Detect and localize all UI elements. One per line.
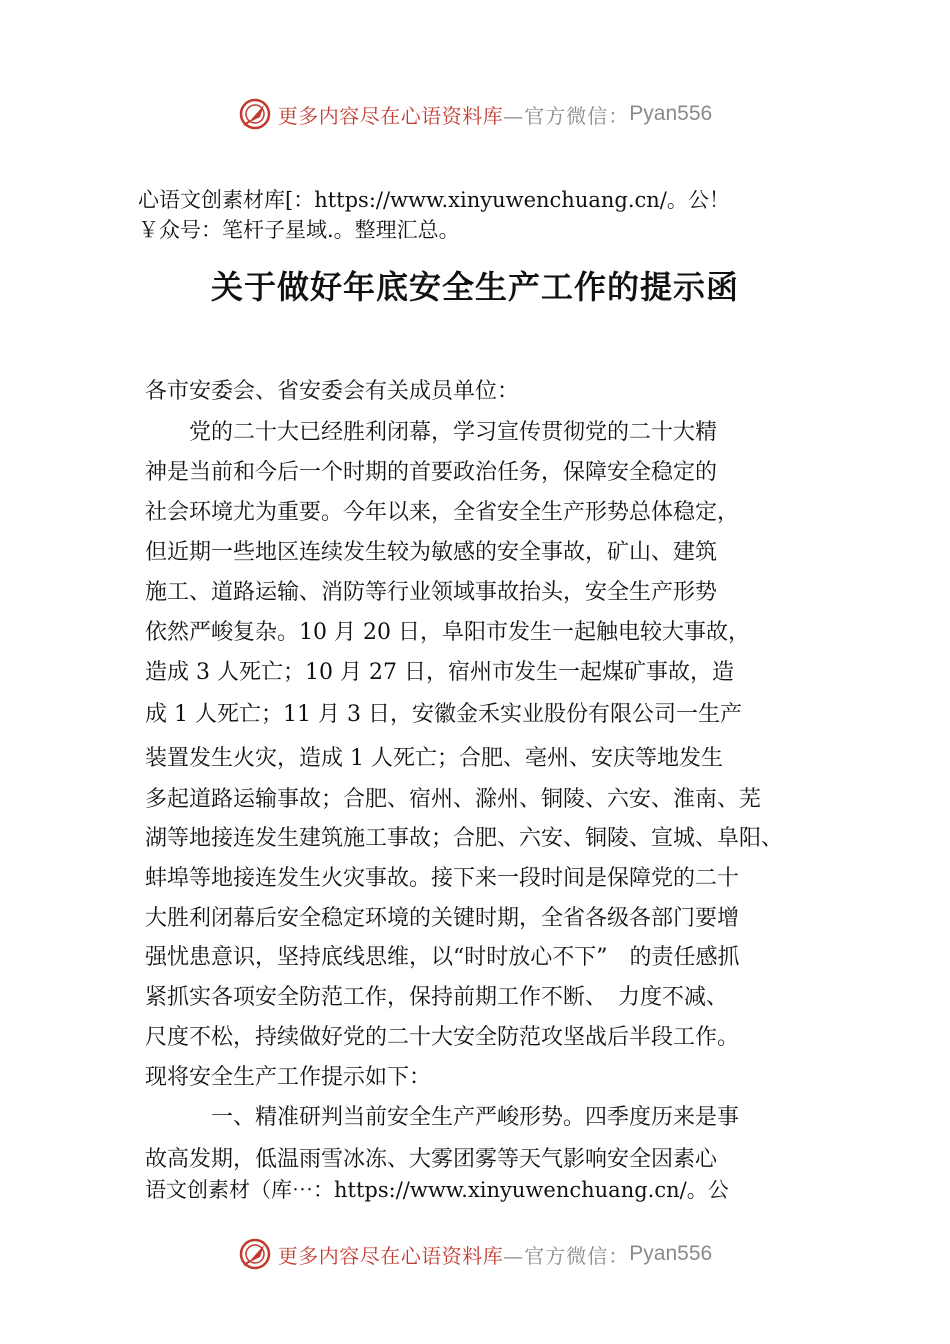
body-line: 装置发生火灾，造成 1 人死亡；合肥、亳州、安庆等地发生 (145, 746, 723, 771)
banner-wechat-id: Pyan556 (629, 1242, 713, 1265)
watermark-line-1: 心语文创素材库[：https://www.xinyuwenchuang.cn/。公！ (138, 188, 730, 212)
banner-title: 更多内容尽在心语资料库 (277, 103, 504, 128)
body-line: 大胜利闭幕后安全稳定环境的关键时期，全省各级各部门要增 (145, 906, 740, 931)
body-line: 现将安全生产工作提示如下： (145, 1065, 432, 1090)
body-line: 依然严峻复杂。10 月 20 日，阜阳市发生一起触电较大事故， (145, 620, 750, 645)
header-banner (0, 94, 950, 134)
body-line: 故高发期，低温雨雪冰冻、大雾团雾等天气影响安全因素心 (145, 1147, 718, 1172)
salutation: 各市安委会、省安委会有关成员单位： (145, 379, 520, 404)
body-line: 强忧患意识，坚持底线思维，以“时时放心不下” 的责任感抓 (145, 945, 740, 970)
watermark-line-2: ￥众号：笔杆子星域.。整理汇总。 (138, 218, 460, 242)
body-line: 尺度不松，持续做好党的二十大安全防范攻坚战后半段工作。 (145, 1025, 740, 1050)
body-line: 紧抓实各项安全防范工作，保持前期工作不断、 力度不减、 (145, 985, 729, 1010)
document-title: 关于做好年底安全生产工作的提示函 (210, 268, 739, 306)
body-line: 但近期一些地区连续发生较为敏感的安全事故，矿山、建筑 (145, 540, 718, 565)
body-line: 社会环境尤为重要。今年以来，全省安全生产形势总体稳定， (145, 500, 740, 525)
body-line: 蚌埠等地接连发生火灾事故。接下来一段时间是保障党的二十 (145, 866, 740, 891)
body-line: 湖等地接连发生建筑施工事故；合肥、六安、铜陵、宣城、阜阳、 (145, 826, 784, 851)
body-line: 党的二十大已经胜利闭幕，学习宣传贯彻党的二十大精 (145, 420, 718, 445)
banner-title: 更多内容尽在心语资料库 (277, 1243, 504, 1268)
banner-separator: —官方微信： (503, 103, 630, 128)
watermark-line-3: 语文创素材（库⋯：https://www.xinyuwenchuang.cn/。公 (145, 1178, 729, 1202)
body-line: 造成 3 人死亡；10 月 27 日，宿州市发生一起煤矿事故，造 (145, 660, 734, 685)
footer-banner (0, 1234, 950, 1274)
banner-wechat-id: Pyan556 (629, 102, 713, 125)
quill-logo-icon (238, 97, 272, 131)
quill-logo-icon (238, 1237, 272, 1271)
body-line: 施工、道路运输、消防等行业领域事故抬头，安全生产形势 (145, 580, 718, 605)
body-line: 多起道路运输事故；合肥、宿州、滁州、铜陵、六安、淮南、芜 (145, 787, 762, 812)
body-line: 一、精准研判当前安全生产严峻形势。四季度历来是事 (145, 1105, 740, 1130)
body-line: 神是当前和今后一个时期的首要政治任务，保障安全稳定的 (145, 460, 718, 485)
body-line: 成 1 人死亡；11 月 3 日，安徽金禾实业股份有限公司一生产 (145, 702, 742, 727)
banner-separator: —官方微信： (503, 1243, 630, 1268)
